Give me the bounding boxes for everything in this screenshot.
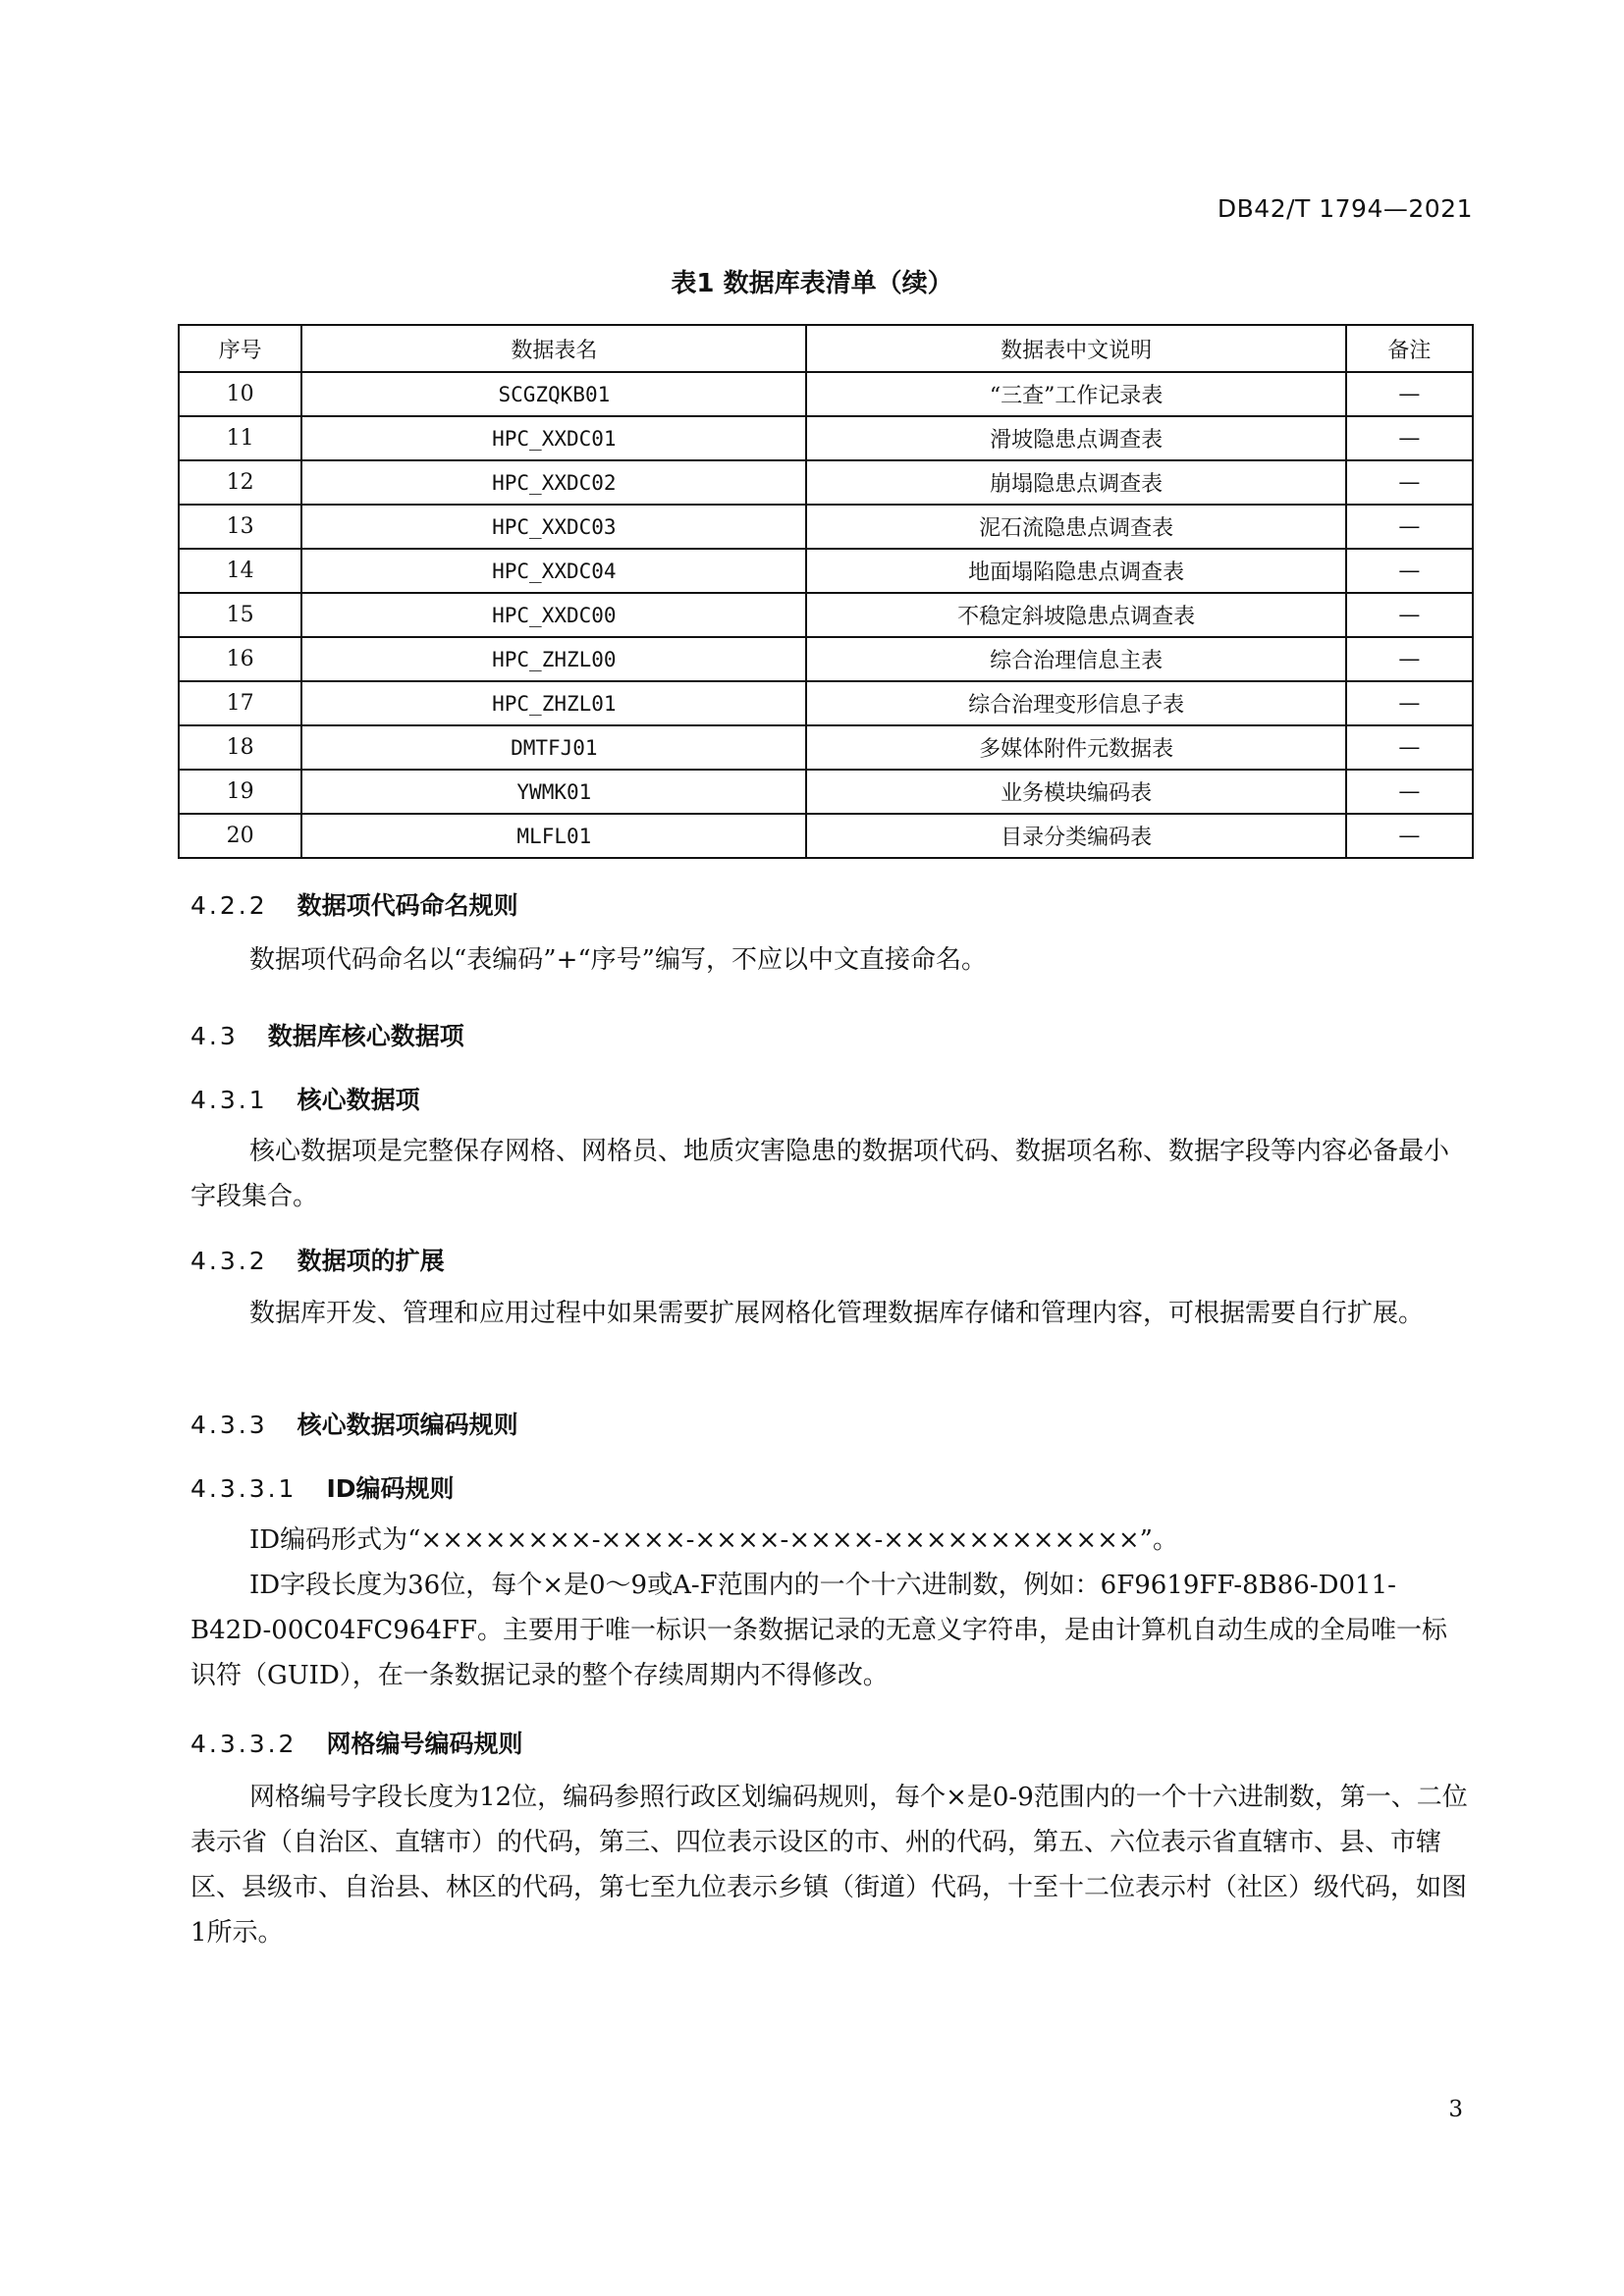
- paragraph-text: 核心数据项是完整保存网格、网格员、地质灾害隐患的数据项代码、数据项名称、数据字段等内容必备最小字段集合。: [190, 1137, 1450, 1211]
- table-row: [179, 593, 1473, 637]
- cell-seq: 19: [179, 770, 301, 814]
- cell-table-name: HPC_ZHZL01: [301, 681, 806, 725]
- cell-remarks: —: [1346, 681, 1473, 725]
- section-title: 核心数据项编码规则: [297, 1411, 518, 1439]
- section-heading-4-3: [190, 1017, 464, 1052]
- cell-table-name: HPC_XXDC01: [301, 416, 806, 460]
- database-table-list: [178, 324, 1474, 859]
- cell-description: 多媒体附件元数据表: [806, 725, 1345, 770]
- cell-table-name: HPC_XXDC02: [301, 460, 806, 505]
- section-title: 数据项的扩展: [297, 1247, 445, 1275]
- cell-remarks: —: [1346, 770, 1473, 814]
- section-number: 4.3.3.2: [190, 1730, 298, 1758]
- paragraph-text: 网格编号字段长度为12位，编码参照行政区划编码规则，每个×是0-9范围内的一个十六进制数，第一、二位表示省（自治区、直辖市）的代码，第三、四位表示设区的市、州的代码，第五、六位表示省直辖市、县、市辖区、县级市、自治县、林区的代码，第七至九位表示乡镇（街道）代码，十至十二位表示村（社区）级代码，如图1所示。: [190, 1783, 1468, 1948]
- column-header-table-name: 数据表名: [301, 325, 806, 372]
- section-heading-4-3-1: [190, 1081, 420, 1116]
- table-row: [179, 681, 1473, 725]
- cell-seq: 13: [179, 505, 301, 549]
- section-title: 核心数据项: [297, 1086, 420, 1114]
- cell-seq: 18: [179, 725, 301, 770]
- cell-seq: 14: [179, 549, 301, 593]
- cell-description: 崩塌隐患点调查表: [806, 460, 1345, 505]
- cell-description: 滑坡隐患点调查表: [806, 416, 1345, 460]
- cell-remarks: —: [1346, 593, 1473, 637]
- cell-remarks: —: [1346, 372, 1473, 416]
- paragraph-text: ID字段长度为36位，每个×是0～9或A-F范围内的一个十六进制数，例如：6F9619FF-8B86-D011-B42D-00C04FC964FF。主要用于唯一标识一条数据记录的无意义字符串，是由计算机自动生成的全局唯一标识符（GUID），在一条数据记录的整个存续周期内不得修改。: [190, 1571, 1448, 1690]
- section-heading-4-2-2: [190, 886, 518, 922]
- section-heading-4-3-2: [190, 1242, 445, 1277]
- cell-seq: 10: [179, 372, 301, 416]
- table-row: [179, 372, 1473, 416]
- table-row: [179, 725, 1473, 770]
- section-number: 4.3.1: [190, 1086, 268, 1114]
- section-number: 4.3.3: [190, 1411, 268, 1439]
- page-number: 3: [1448, 2097, 1463, 2122]
- cell-description: 综合治理信息主表: [806, 637, 1345, 681]
- paragraph-text: 数据库开发、管理和应用过程中如果需要扩展网格化管理数据库存储和管理内容，可根据需要自行扩展。: [249, 1299, 1425, 1328]
- table-header-row: [179, 325, 1473, 372]
- section-title: ID编码规则: [326, 1474, 455, 1503]
- paragraph-4-3-3-1-format: [190, 1518, 1469, 1563]
- cell-remarks: —: [1346, 637, 1473, 681]
- table-row: [179, 549, 1473, 593]
- cell-remarks: —: [1346, 814, 1473, 858]
- cell-seq: 12: [179, 460, 301, 505]
- cell-table-name: DMTFJ01: [301, 725, 806, 770]
- section-title: 数据库核心数据项: [267, 1022, 464, 1050]
- paragraph-4-3-3-2: [190, 1775, 1469, 1955]
- cell-description: 目录分类编码表: [806, 814, 1345, 858]
- table-row: [179, 416, 1473, 460]
- table-caption: 表1 数据库表清单（续）: [671, 269, 953, 298]
- cell-remarks: —: [1346, 505, 1473, 549]
- cell-description: 综合治理变形信息子表: [806, 681, 1345, 725]
- document-code: DB42/T 1794—2021: [1217, 194, 1473, 223]
- table-row: [179, 505, 1473, 549]
- paragraph-4-2-2: [190, 937, 1469, 983]
- cell-seq: 15: [179, 593, 301, 637]
- cell-table-name: HPC_XXDC04: [301, 549, 806, 593]
- table-row: [179, 637, 1473, 681]
- section-number: 4.2.2: [190, 891, 268, 920]
- paragraph-text: 数据项代码命名以“表编码”+“序号”编写，不应以中文直接命名。: [249, 945, 987, 975]
- column-header-remarks: 备注: [1346, 325, 1473, 372]
- cell-seq: 11: [179, 416, 301, 460]
- section-number: 4.3: [190, 1022, 239, 1050]
- section-title: 数据项代码命名规则: [297, 891, 518, 920]
- cell-seq: 20: [179, 814, 301, 858]
- table-row: [179, 814, 1473, 858]
- paragraph-4-3-1: [190, 1129, 1469, 1219]
- cell-description: “三查”工作记录表: [806, 372, 1345, 416]
- cell-table-name: YWMK01: [301, 770, 806, 814]
- cell-seq: 17: [179, 681, 301, 725]
- cell-table-name: SCGZQKB01: [301, 372, 806, 416]
- paragraph-text: ID编码形式为“××××××××-××××-××××-××××-××××××××××××”。: [249, 1525, 1178, 1555]
- section-heading-4-3-3-1: [190, 1469, 455, 1505]
- column-header-description: 数据表中文说明: [806, 325, 1345, 372]
- table-row: [179, 460, 1473, 505]
- cell-remarks: —: [1346, 549, 1473, 593]
- table-body: [179, 372, 1473, 858]
- section-number: 4.3.3.1: [190, 1474, 298, 1503]
- section-title: 网格编号编码规则: [326, 1730, 523, 1758]
- table-row: [179, 770, 1473, 814]
- cell-remarks: —: [1346, 725, 1473, 770]
- cell-description: 业务模块编码表: [806, 770, 1345, 814]
- cell-table-name: HPC_XXDC03: [301, 505, 806, 549]
- paragraph-4-3-3-1-description: [190, 1563, 1469, 1698]
- cell-remarks: —: [1346, 460, 1473, 505]
- cell-description: 泥石流隐患点调查表: [806, 505, 1345, 549]
- cell-table-name: MLFL01: [301, 814, 806, 858]
- cell-table-name: HPC_ZHZL00: [301, 637, 806, 681]
- paragraph-4-3-2: [190, 1291, 1469, 1336]
- cell-table-name: HPC_XXDC00: [301, 593, 806, 637]
- cell-description: 地面塌陷隐患点调查表: [806, 549, 1345, 593]
- column-header-seq: 序号: [179, 325, 301, 372]
- cell-description: 不稳定斜坡隐患点调查表: [806, 593, 1345, 637]
- section-heading-4-3-3-2: [190, 1725, 522, 1760]
- section-number: 4.3.2: [190, 1247, 268, 1275]
- cell-seq: 16: [179, 637, 301, 681]
- section-heading-4-3-3: [190, 1406, 518, 1441]
- cell-remarks: —: [1346, 416, 1473, 460]
